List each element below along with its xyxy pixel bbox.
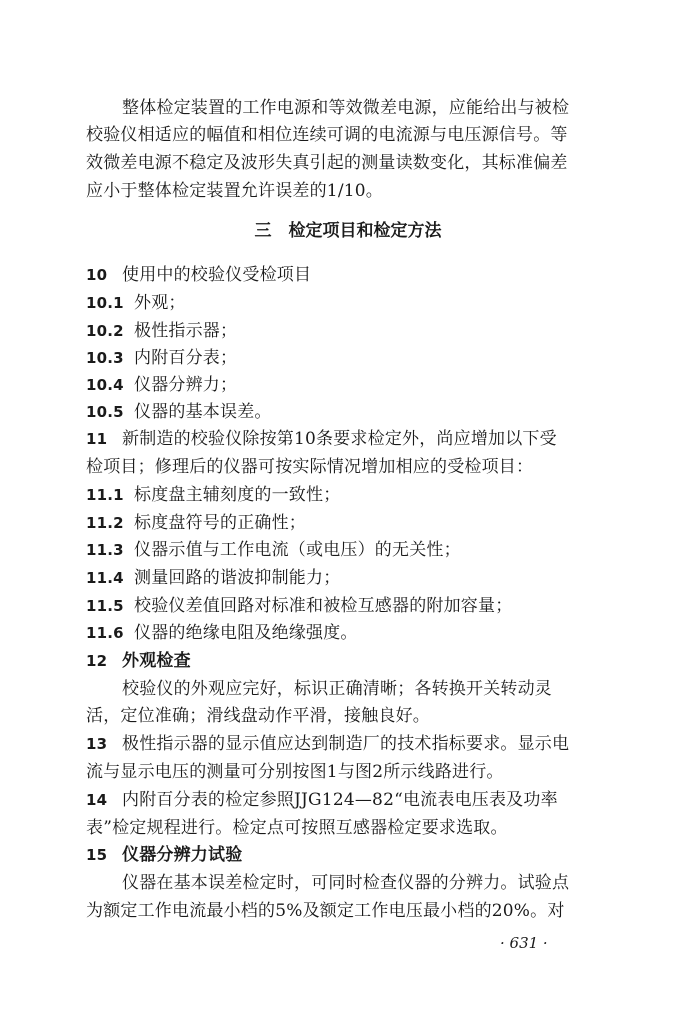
item15-line1: 仪器在基本误差检定时，可同时检查仪器的分辨力。试验点: [122, 873, 570, 893]
item-text: 标度盘符号的正确性；: [134, 513, 306, 533]
item12-heading: [86, 648, 610, 674]
item-number: 11.6: [86, 624, 124, 642]
list-item: [86, 318, 610, 344]
item-number: 11.5: [86, 597, 124, 615]
item-text: 标度盘主辅刻度的一致性；: [134, 485, 341, 505]
item-text: 测量回路的谐波抑制能力；: [134, 568, 341, 588]
item15-line2: 为额定工作电流最小档的5%及额定工作电压最小档的20%。对: [86, 901, 565, 921]
item-number: 10.2: [86, 322, 124, 340]
item12-line2: 活，定位准确；滑线盘动作平滑，接触良好。: [86, 706, 430, 726]
list-item: [86, 372, 610, 398]
item-number: 11.2: [86, 514, 124, 532]
item-number: 10.1: [86, 294, 124, 312]
para1-line2: 校验仪相适应的幅值和相位连续可调的电流源与电压源信号。等: [86, 125, 568, 145]
item-number: 10.4: [86, 376, 124, 394]
item12-line1: 校验仪的外观应完好，标识正确清晰；各转换开关转动灵: [122, 679, 552, 699]
item-text: 仪器的绝缘电阻及绝缘强度。: [134, 623, 358, 643]
list-item: [86, 482, 610, 508]
item-number: 11: [86, 430, 108, 448]
item-text: 校验仪差值回路对标准和被检互感器的附加容量；: [134, 596, 513, 616]
item-number: 12: [86, 652, 108, 670]
para1-line3: 效微差电源不稳定及波形失真引起的测量读数变化，其标准偏差: [86, 153, 568, 173]
item-number: 11.3: [86, 541, 124, 559]
para1-line1: 整体检定装置的工作电源和等效微差电源，应能给出与被检: [122, 98, 570, 118]
item14-line1: [86, 787, 610, 813]
list-item: [86, 290, 610, 316]
list-item: [86, 593, 610, 619]
item13-line2: 流与显示电压的测量可分别按图1与图2所示线路进行。: [86, 762, 504, 782]
list-item: [86, 345, 610, 371]
item-text: 极性指示器；: [134, 321, 238, 341]
item11-line2: 检项目；修理后的仪器可按实际情况增加相应的受检项目：: [86, 457, 534, 477]
item-number: 10: [86, 266, 108, 284]
item14-line2: 表”检定规程进行。检定点可按照互感器检定要求选取。: [86, 818, 508, 838]
item-title: 仪器分辨力试验: [122, 845, 243, 865]
list-item: [86, 262, 610, 288]
item15-heading: [86, 842, 610, 868]
item-number: 11.1: [86, 486, 124, 504]
list-item: [86, 510, 610, 536]
item-text: 仪器分辨力；: [134, 375, 238, 395]
list-item: [86, 565, 610, 591]
item-number: 13: [86, 735, 108, 753]
item-text: 仪器示值与工作电流（或电压）的无关性；: [134, 540, 461, 560]
item-text: 外观；: [134, 293, 186, 313]
page-number: · 631 ·: [500, 934, 548, 952]
para1-line4: 应小于整体检定装置允许误差的1/10。: [86, 181, 383, 201]
item-number: 14: [86, 791, 108, 809]
item-number: 11.4: [86, 569, 124, 587]
item-text: 内附百分表；: [134, 348, 238, 368]
section-heading: 三 检定项目和检定方法: [254, 221, 442, 241]
item-title: 外观检查: [122, 651, 191, 671]
list-item: [86, 537, 610, 563]
item-text: 内附百分表的检定参照JJG124—82“电流表电压表及功率: [122, 790, 558, 810]
item11-line1: [86, 426, 610, 452]
item-text: 仪器的基本误差。: [134, 402, 272, 422]
list-item: [86, 620, 610, 646]
item-text: 新制造的校验仪除按第10条要求检定外，尚应增加以下受: [122, 429, 557, 449]
item-number: 10.5: [86, 403, 124, 421]
item-text: 使用中的校验仪受检项目: [122, 265, 312, 285]
item-number: 10.3: [86, 349, 124, 367]
list-item: [86, 399, 610, 425]
item13-line1: [86, 731, 610, 757]
item-number: 15: [86, 846, 108, 864]
item-text: 极性指示器的显示值应达到制造厂的技术指标要求。显示电: [122, 734, 570, 754]
